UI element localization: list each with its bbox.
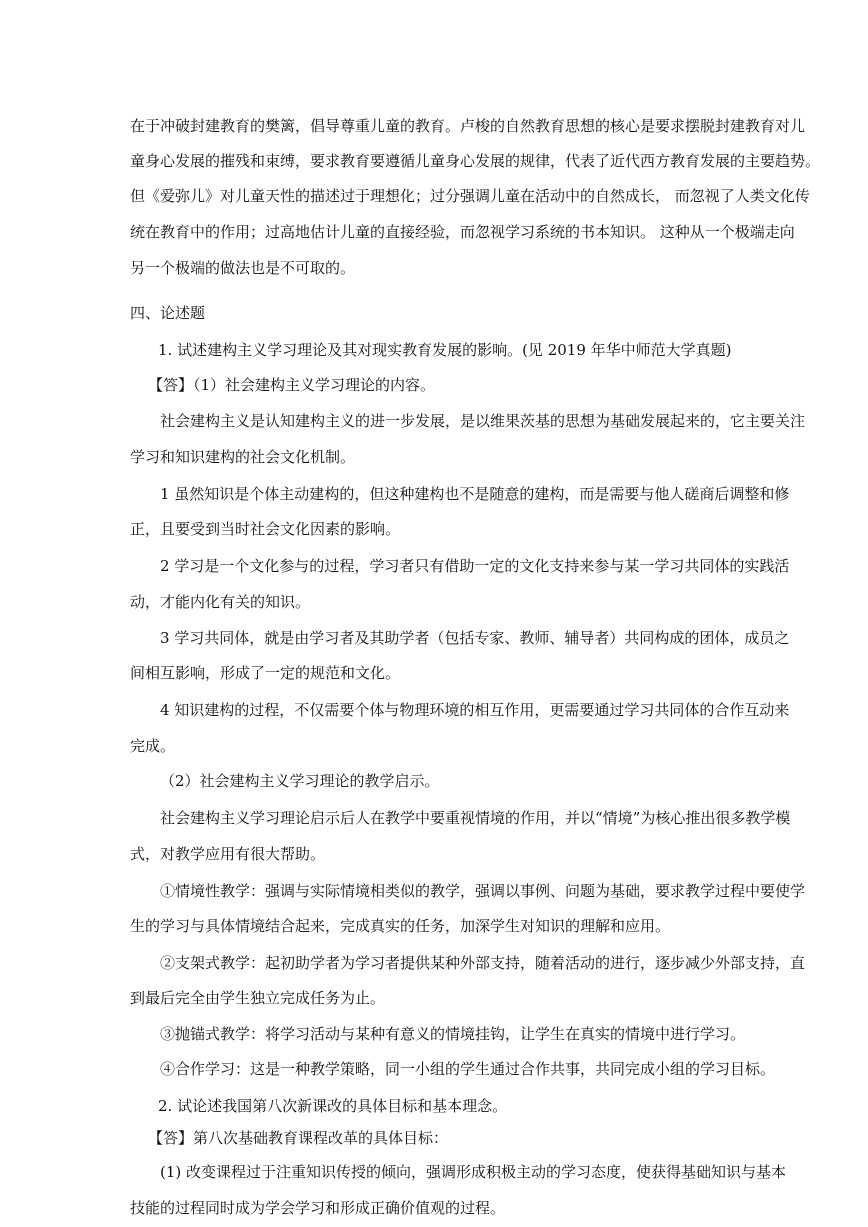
answer-heading: 【答】第八次基础教育课程改革的具体目标： <box>148 1129 449 1147</box>
list-item-line: 3 学习共同体，就是由学习者及其助学者（包括专家、教师、辅导者）共同构成的团体，成员之 <box>160 629 790 647</box>
paragraph-line: 但《爱弥儿》对儿童天性的描述过于理想化；过分强调儿童在活动中的自然成长， 而忽视了人类文化传 <box>130 187 810 205</box>
paragraph-line: 童身心发展的摧残和束缚，要求教育要遵循儿童身心发展的规律，代表了近代西方教育发展的主要趋势。 <box>130 152 821 170</box>
list-item-line: 生的学习与具体情境结合起来，完成真实的任务，加深学生对知识的理解和应用。 <box>130 917 671 935</box>
list-item-line: ④合作学习：这是一种教学策略，同一小组的学生通过合作共事，共同完成小组的学习目标。 <box>160 1060 776 1078</box>
list-item-line: (1) 改变课程过于注重知识传授的倾向，强调形成积极主动的学习态度，使获得基础知识与基本 <box>160 1163 787 1181</box>
list-item-line: 动，才能内化有关的知识。 <box>130 593 311 611</box>
section-heading: 四、论述题 <box>130 304 206 322</box>
list-item-line: 到最后完全由学生独立完成任务为止。 <box>130 989 386 1007</box>
list-item-line: 4 知识建构的过程，不仅需要个体与物理环境的相互作用，更需要通过学习共同体的合作互动来 <box>160 701 790 719</box>
list-item-line: 正，且要受到当时社会文化因素的影响。 <box>130 520 401 538</box>
paragraph-line: 另一个极端的做法也是不可取的。 <box>130 259 356 277</box>
list-item-line: 技能的过程同时成为学会学习和形成正确价值观的过程。 <box>130 1199 506 1217</box>
paragraph-line: 社会建构主义学习理论启示后人在教学中要重视情境的作用，并以“情境”为核心推出很多教学模 <box>160 809 791 827</box>
list-item-line: ②支架式教学：起初助学者为学习者提供某种外部支持，随着活动的进行，逐步减少外部支持，直 <box>160 954 806 972</box>
question-title: 2. 试论述我国第八次新课改的具体目标和基本理念。 <box>158 1097 508 1115</box>
paragraph-line: 社会建构主义是认知建构主义的进一步发展，是以维果茨基的思想为基础发展起来的，它主要关注 <box>160 412 806 430</box>
list-item-line: 完成。 <box>130 737 176 755</box>
answer-heading: 【答】（1）社会建构主义学习理论的内容。 <box>148 376 436 394</box>
list-item-line: 1 虽然知识是个体主动建构的，但这种建构也不是随意的建构，而是需要与他人磋商后调整和修 <box>160 485 790 503</box>
paragraph-line: 学习和知识建构的社会文化机制。 <box>130 448 356 466</box>
list-item-line: ①情境性教学：强调与实际情境相类似的教学，强调以事例、问题为基础，要求教学过程中要使学 <box>160 882 806 900</box>
paragraph-line: 统在教育中的作用；过高地估计儿童的直接经验，而忽视学习系统的书本知识。 这种从一个极端走向 <box>130 223 795 241</box>
paragraph-line: 在于冲破封建教育的樊篱，倡导尊重儿童的教育。卢梭的自然教育思想的核心是要求摆脱封建教育对儿 <box>130 117 806 135</box>
sub-heading: （2）社会建构主义学习理论的教学启示。 <box>160 772 440 790</box>
paragraph-line: 式，对教学应用有很大帮助。 <box>130 845 326 863</box>
list-item-line: 2 学习是一个文化参与的过程，学习者只有借助一定的文化支持来参与某一学习共同体的实践活 <box>160 557 790 575</box>
list-item-line: 间相互影响，形成了一定的规范和文化。 <box>130 664 401 682</box>
list-item-line: ③抛锚式教学：将学习活动与某种有意义的情境挂钩，让学生在真实的情境中进行学习。 <box>160 1025 746 1043</box>
question-title: 1. 试述建构主义学习理论及其对现实教育发展的影响。(见 2019 年华中师范大学真题) <box>158 341 732 359</box>
